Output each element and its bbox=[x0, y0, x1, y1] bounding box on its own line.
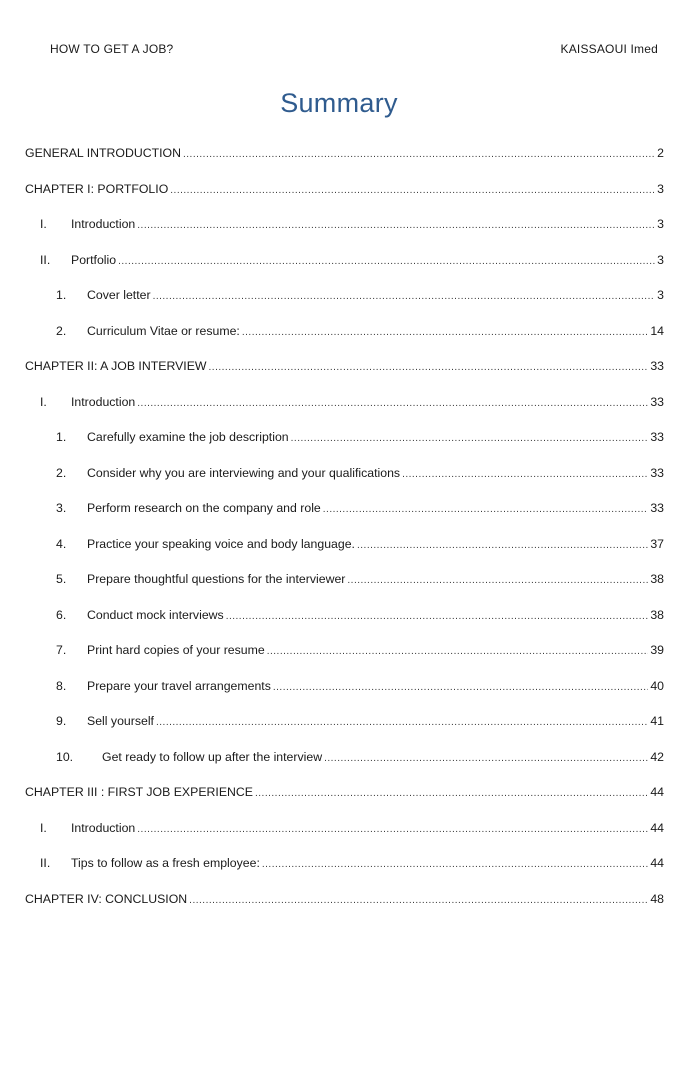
toc-entry-number: 7. bbox=[56, 643, 67, 657]
toc-entry-number: I. bbox=[40, 821, 47, 835]
toc-entry-subsection[interactable] bbox=[56, 643, 664, 663]
toc-entry-text: Sell yourself bbox=[87, 714, 154, 728]
toc-entry-text: Introduction bbox=[71, 217, 136, 231]
toc-page-number: 33 bbox=[650, 395, 664, 409]
toc-entry-text: Introduction bbox=[71, 821, 136, 835]
toc-leader-dots bbox=[262, 859, 648, 870]
toc-entry-number: 2. bbox=[56, 324, 67, 338]
toc-leader-dots bbox=[137, 220, 655, 231]
toc-page-number: 44 bbox=[650, 821, 664, 835]
toc-entry-subsection[interactable] bbox=[56, 679, 664, 699]
toc-entry-number: 8. bbox=[56, 679, 67, 693]
toc-leader-dots bbox=[118, 256, 655, 267]
toc-entry-subsection[interactable] bbox=[56, 750, 664, 770]
toc-entry-number: II. bbox=[40, 253, 51, 267]
toc-entry-subsection[interactable] bbox=[56, 572, 664, 592]
toc-leader-dots bbox=[402, 469, 648, 480]
toc-entry-number: 1. bbox=[56, 288, 67, 302]
toc-entry-number: 6. bbox=[56, 608, 67, 622]
toc-entry-chapter-4[interactable] bbox=[25, 892, 664, 912]
toc-entry-text: Perform research on the company and role bbox=[87, 501, 321, 515]
toc-entry-section[interactable] bbox=[40, 856, 664, 876]
toc-entry-text: CHAPTER I: PORTFOLIO bbox=[25, 182, 169, 196]
toc-leader-dots bbox=[189, 895, 648, 906]
toc-page-number: 48 bbox=[650, 892, 664, 906]
toc-entry-text: CHAPTER III : FIRST JOB EXPERIENCE bbox=[25, 785, 253, 799]
toc-leader-dots bbox=[183, 149, 655, 160]
toc-page-number: 33 bbox=[650, 430, 664, 444]
toc-page-number: 44 bbox=[650, 785, 664, 799]
toc-page-number: 39 bbox=[650, 643, 664, 657]
toc-leader-dots bbox=[209, 362, 649, 373]
toc-entry-chapter-1[interactable] bbox=[25, 182, 664, 202]
toc-entry-subsection[interactable] bbox=[56, 714, 664, 734]
toc-leader-dots bbox=[170, 185, 655, 196]
page-title: Summary bbox=[280, 88, 398, 118]
toc-page-number: 37 bbox=[650, 537, 664, 551]
toc-entry-subsection[interactable] bbox=[56, 466, 664, 486]
toc-page-number: 42 bbox=[650, 750, 664, 764]
toc-entry-number: 3. bbox=[56, 501, 67, 515]
toc-entry-text: Prepare thoughtful questions for the interviewer bbox=[87, 572, 346, 586]
toc-entry-text: Cover letter bbox=[87, 288, 151, 302]
toc-entry-text: Consider why you are interviewing and your qualifications bbox=[87, 466, 401, 480]
toc-entry-subsection[interactable] bbox=[56, 608, 664, 628]
toc-entry-subsection[interactable] bbox=[56, 430, 664, 450]
toc-page-number: 40 bbox=[650, 679, 664, 693]
toc-leader-dots bbox=[357, 540, 648, 551]
toc-page-number: 33 bbox=[650, 359, 664, 373]
toc-page-number: 2 bbox=[657, 146, 664, 160]
toc-entry-number: 5. bbox=[56, 572, 67, 586]
toc-entry-section[interactable] bbox=[40, 821, 664, 841]
toc-page-number: 44 bbox=[650, 856, 664, 870]
toc-leader-dots bbox=[291, 433, 649, 444]
toc-entry-subsection[interactable] bbox=[56, 501, 664, 521]
toc-entry-number: 9. bbox=[56, 714, 67, 728]
toc-entry-subsection[interactable] bbox=[56, 288, 664, 308]
toc-page-number: 33 bbox=[650, 466, 664, 480]
toc-entry-text: Introduction bbox=[71, 395, 136, 409]
toc-page-number: 38 bbox=[650, 608, 664, 622]
toc-page-number: 3 bbox=[657, 288, 664, 302]
toc-page-number: 41 bbox=[650, 714, 664, 728]
toc-entry-number: II. bbox=[40, 856, 51, 870]
toc-page-number: 3 bbox=[657, 217, 664, 231]
toc-leader-dots bbox=[156, 717, 648, 728]
toc-page-number: 14 bbox=[650, 324, 664, 338]
toc-leader-dots bbox=[273, 682, 648, 693]
toc-leader-dots bbox=[255, 788, 648, 799]
toc-page-number: 33 bbox=[650, 501, 664, 515]
toc-entry-text: CHAPTER II: A JOB INTERVIEW bbox=[25, 359, 207, 373]
toc-leader-dots bbox=[323, 504, 649, 515]
toc-entry-text: Carefully examine the job description bbox=[87, 430, 289, 444]
toc-entry-text: Prepare your travel arrangements bbox=[87, 679, 271, 693]
toc-leader-dots bbox=[242, 327, 648, 338]
toc-entry-section[interactable] bbox=[40, 217, 664, 237]
toc-leader-dots bbox=[153, 291, 656, 302]
toc-entry-text: Conduct mock interviews bbox=[87, 608, 224, 622]
toc-page-number: 3 bbox=[657, 182, 664, 196]
toc-entry-section[interactable] bbox=[40, 395, 664, 415]
toc-leader-dots bbox=[137, 824, 648, 835]
toc-entry-text: Tips to follow as a fresh employee: bbox=[71, 856, 260, 870]
toc-entry-text: Curriculum Vitae or resume: bbox=[87, 324, 240, 338]
toc-entry-chapter-3[interactable] bbox=[25, 785, 664, 805]
toc-entry-number: 1. bbox=[56, 430, 67, 444]
toc-leader-dots bbox=[324, 753, 648, 764]
toc-entry-text: Practice your speaking voice and body language. bbox=[87, 537, 355, 551]
toc-entry-number: I. bbox=[40, 395, 47, 409]
header-document-title: HOW TO GET A JOB? bbox=[50, 42, 174, 56]
toc-entry-subsection[interactable] bbox=[56, 537, 664, 557]
toc-leader-dots bbox=[267, 646, 649, 657]
toc-entry-number: 10. bbox=[56, 750, 74, 764]
toc-entry-subsection[interactable] bbox=[56, 324, 664, 344]
header-author: KAISSAOUI Imed bbox=[560, 42, 658, 56]
toc-entry-text: Print hard copies of your resume bbox=[87, 643, 265, 657]
toc-entry-number: I. bbox=[40, 217, 47, 231]
toc-entry-general-introduction[interactable] bbox=[25, 146, 664, 166]
toc-entry-chapter-2[interactable] bbox=[25, 359, 664, 379]
toc-entry-text: Get ready to follow up after the interview bbox=[102, 750, 323, 764]
toc-leader-dots bbox=[226, 611, 649, 622]
toc-entry-number: 4. bbox=[56, 537, 67, 551]
toc-page-number: 3 bbox=[657, 253, 664, 267]
toc-leader-dots bbox=[137, 398, 648, 409]
toc-entry-text: Portfolio bbox=[71, 253, 117, 267]
toc-entry-number: 2. bbox=[56, 466, 67, 480]
toc-entry-text: GENERAL INTRODUCTION bbox=[25, 146, 181, 160]
toc-leader-dots bbox=[347, 575, 648, 586]
toc-page-number: 38 bbox=[650, 572, 664, 586]
toc-entry-section[interactable] bbox=[40, 253, 664, 273]
toc-entry-text: CHAPTER IV: CONCLUSION bbox=[25, 892, 188, 906]
